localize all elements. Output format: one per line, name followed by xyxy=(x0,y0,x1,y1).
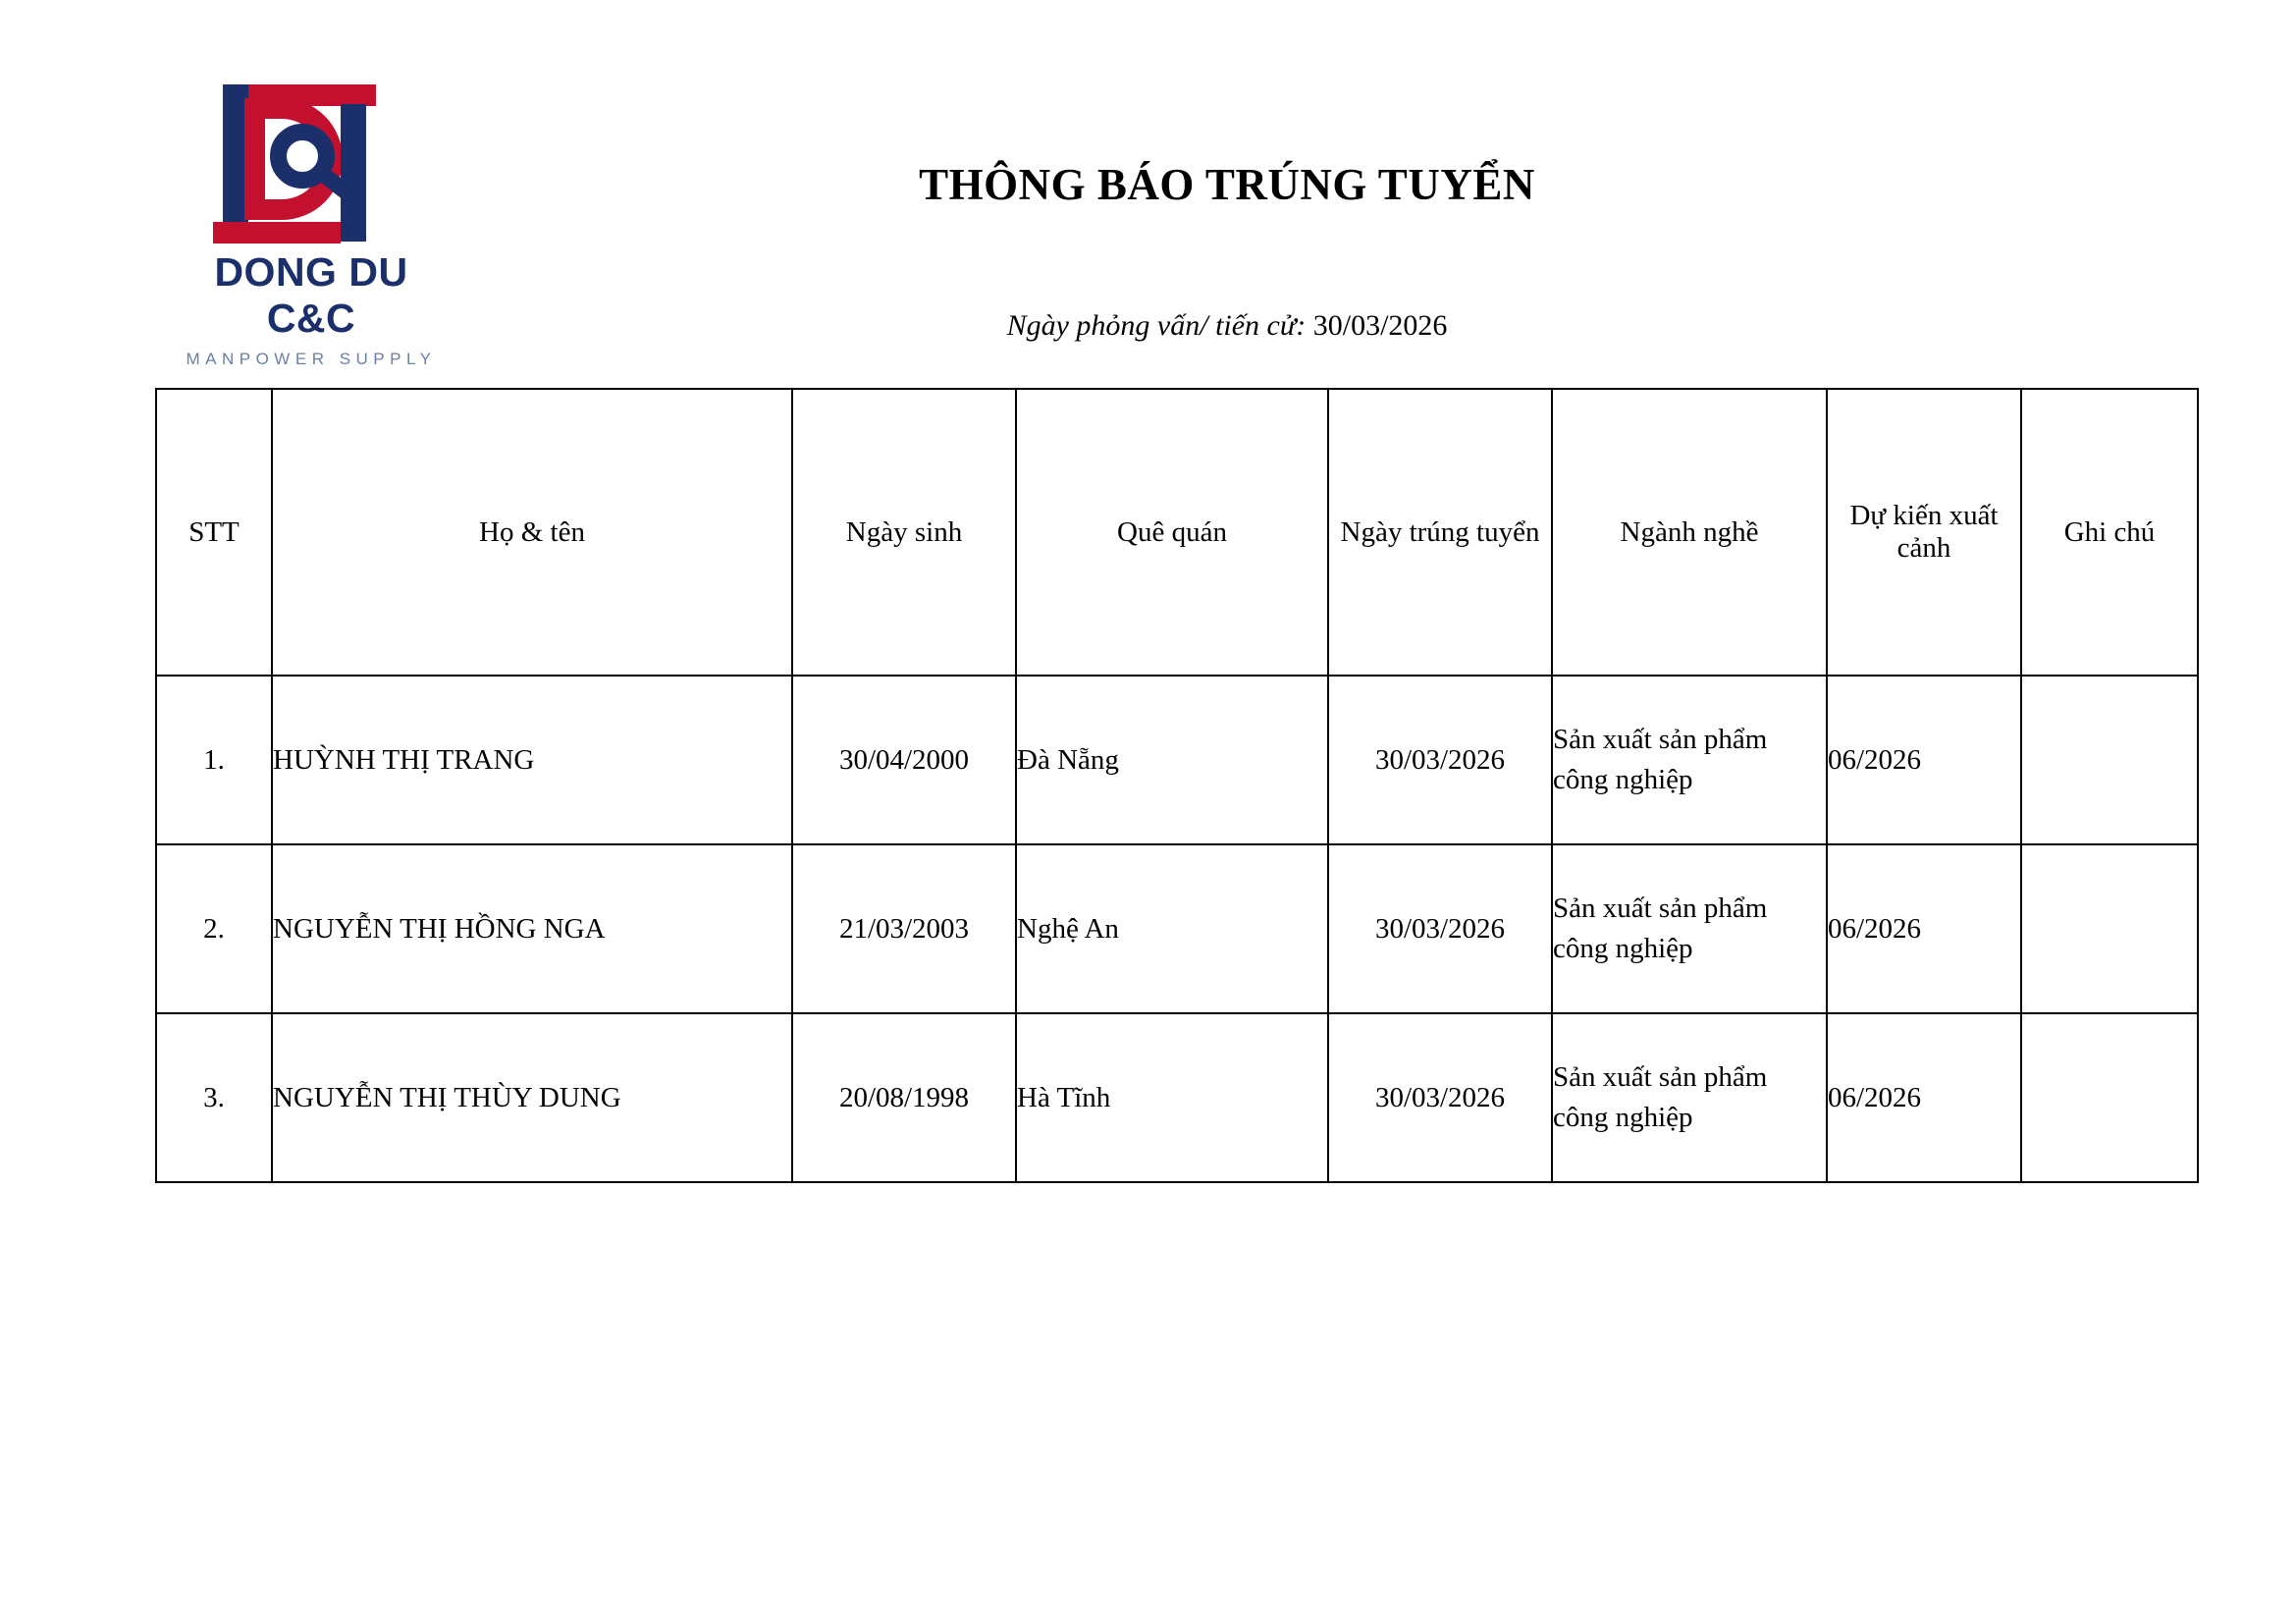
page-title: THÔNG BÁO TRÚNG TUYỂN xyxy=(919,160,1535,209)
column-header-job: Ngành nghề xyxy=(1552,389,1827,676)
cell-name: HUỲNH THỊ TRANG xyxy=(272,676,792,844)
cell-note xyxy=(2021,1013,2198,1182)
cell-dob: 21/03/2003 xyxy=(792,844,1016,1013)
column-header-name: Họ & tên xyxy=(272,389,792,676)
table-header-row-group xyxy=(156,389,2198,676)
table-header-row xyxy=(156,389,2198,676)
results-table xyxy=(155,388,2199,1183)
cell-note xyxy=(2021,844,2198,1013)
logo-bar-right-shape xyxy=(341,104,366,242)
table-row xyxy=(156,676,2198,844)
company-tagline: MANPOWER SUPPLY xyxy=(186,350,437,368)
cell-stt: 3. xyxy=(156,1013,272,1182)
cell-hometown: Đà Nẵng xyxy=(1016,676,1328,844)
cell-job: Sản xuất sản phẩm công nghiệp xyxy=(1552,676,1827,844)
table-body xyxy=(156,676,2198,1182)
logo-mark-icon xyxy=(193,77,429,244)
cell-exit: 06/2026 xyxy=(1827,1013,2021,1182)
cell-exit: 06/2026 xyxy=(1827,844,2021,1013)
cell-stt: 2. xyxy=(156,844,272,1013)
table-row xyxy=(156,844,2198,1013)
cell-job: Sản xuất sản phẩm công nghiệp xyxy=(1552,844,1827,1013)
column-header-note: Ghi chú xyxy=(2021,389,2198,676)
cell-stt: 1. xyxy=(156,676,272,844)
column-header-hometown: Quê quán xyxy=(1016,389,1328,676)
cell-pass-date: 30/03/2026 xyxy=(1328,1013,1552,1182)
column-header-dob: Ngày sinh xyxy=(792,389,1016,676)
cell-dob: 30/04/2000 xyxy=(792,676,1016,844)
cell-name: NGUYỄN THỊ THÙY DUNG xyxy=(272,1013,792,1182)
interview-date-value: 30/03/2026 xyxy=(1312,309,1448,342)
column-header-stt: STT xyxy=(156,389,272,676)
results-table-wrapper xyxy=(155,388,2156,1183)
cell-job: Sản xuất sản phẩm công nghiệp xyxy=(1552,1013,1827,1182)
cell-hometown: Hà Tĩnh xyxy=(1016,1013,1328,1182)
table-row xyxy=(156,1013,2198,1182)
cell-note xyxy=(2021,676,2198,844)
cell-pass-date: 30/03/2026 xyxy=(1328,844,1552,1013)
cell-hometown: Nghệ An xyxy=(1016,844,1328,1013)
document-header xyxy=(0,0,2296,373)
logo-bar-bottom-shape xyxy=(213,222,341,244)
column-header-pass-date: Ngày trúng tuyển xyxy=(1328,389,1552,676)
cell-pass-date: 30/03/2026 xyxy=(1328,676,1552,844)
column-header-exit: Dự kiến xuất cảnh xyxy=(1827,389,2021,676)
interview-date-label: Ngày phỏng vấn/ tiến cử: xyxy=(1006,309,1307,342)
interview-date-line xyxy=(687,309,1767,343)
cell-name: NGUYỄN THỊ HỒNG NGA xyxy=(272,844,792,1013)
company-name: DONG DU C&C xyxy=(214,249,408,341)
cell-dob: 20/08/1998 xyxy=(792,1013,1016,1182)
cell-exit: 06/2026 xyxy=(1827,676,2021,844)
company-logo xyxy=(169,77,454,368)
